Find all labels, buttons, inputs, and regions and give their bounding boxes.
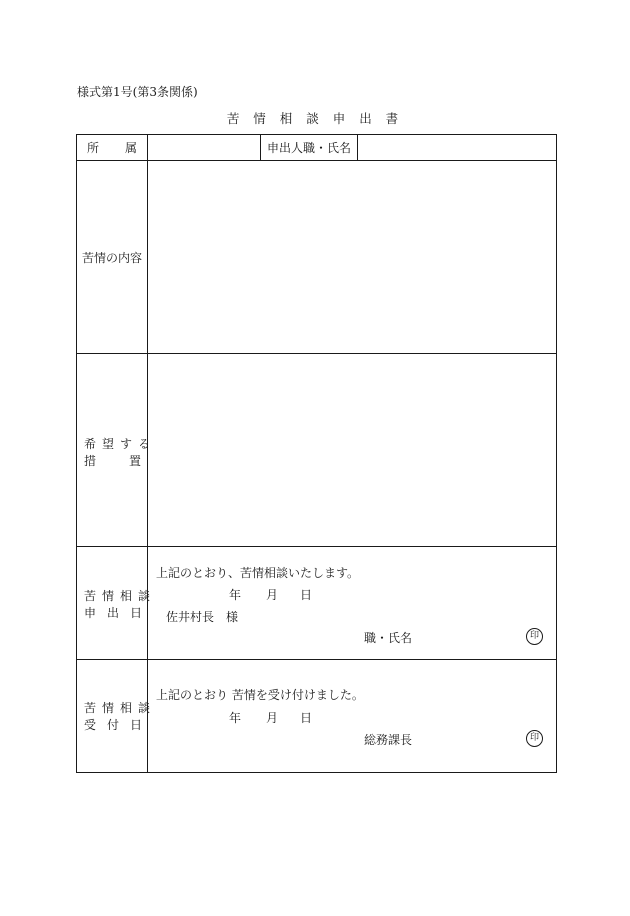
application-date-label-cell (77, 547, 157, 659)
applicant-name-label: 申出人職・氏名 (266, 141, 351, 155)
application-month-label: 月 (266, 588, 279, 602)
application-date-label-line2: 申出日 (84, 606, 154, 620)
form-number: 様式第1号(第3条関係) (77, 85, 198, 99)
reception-month-label: 月 (266, 711, 279, 725)
desired-measures-label-line2: 措置 (84, 454, 175, 468)
reception-statement: 上記のとおり 苦情を受け付けました。 (156, 688, 364, 702)
complaint-content-field[interactable] (148, 161, 556, 353)
complaint-label-cell (77, 161, 147, 353)
desired-measures-label-line1: 希望する (84, 437, 157, 451)
reception-date-label-line1: 苦情相談 (84, 701, 157, 715)
affiliation-label: 所属 (86, 141, 163, 155)
applicant-signature-label: 職・氏名 (364, 631, 413, 645)
application-day-label: 日 (300, 588, 313, 602)
reception-date-label-line2: 受付日 (84, 718, 154, 732)
form-table (76, 134, 557, 773)
reception-day-label: 日 (300, 711, 313, 725)
reception-date-cell (148, 660, 556, 772)
application-statement: 上記のとおり、苦情相談いたします。 (156, 566, 360, 580)
form-title: 苦 情 相 談 申 出 書 (226, 111, 404, 126)
affiliation-label-cell (77, 135, 163, 160)
general-affairs-manager-label: 総務課長 (364, 733, 413, 747)
desired-measures-field[interactable] (148, 354, 556, 546)
addressee: 佐井村長 様 (166, 610, 239, 624)
applicant-label-cell (261, 135, 357, 160)
application-date-cell (148, 547, 556, 659)
seal-stamp-mark: 印 (526, 628, 543, 645)
seal-stamp-mark: 印 (526, 730, 543, 747)
application-year-label: 年 (229, 588, 242, 602)
affiliation-field[interactable] (148, 135, 260, 160)
application-date-label-line1: 苦情相談 (84, 589, 157, 603)
applicant-name-field[interactable] (358, 135, 556, 160)
complaint-content-label: 苦情の内容 (81, 250, 142, 265)
reception-date-label-cell (77, 660, 157, 772)
reception-year-label: 年 (229, 711, 242, 725)
desired-measures-label-cell (77, 354, 175, 546)
